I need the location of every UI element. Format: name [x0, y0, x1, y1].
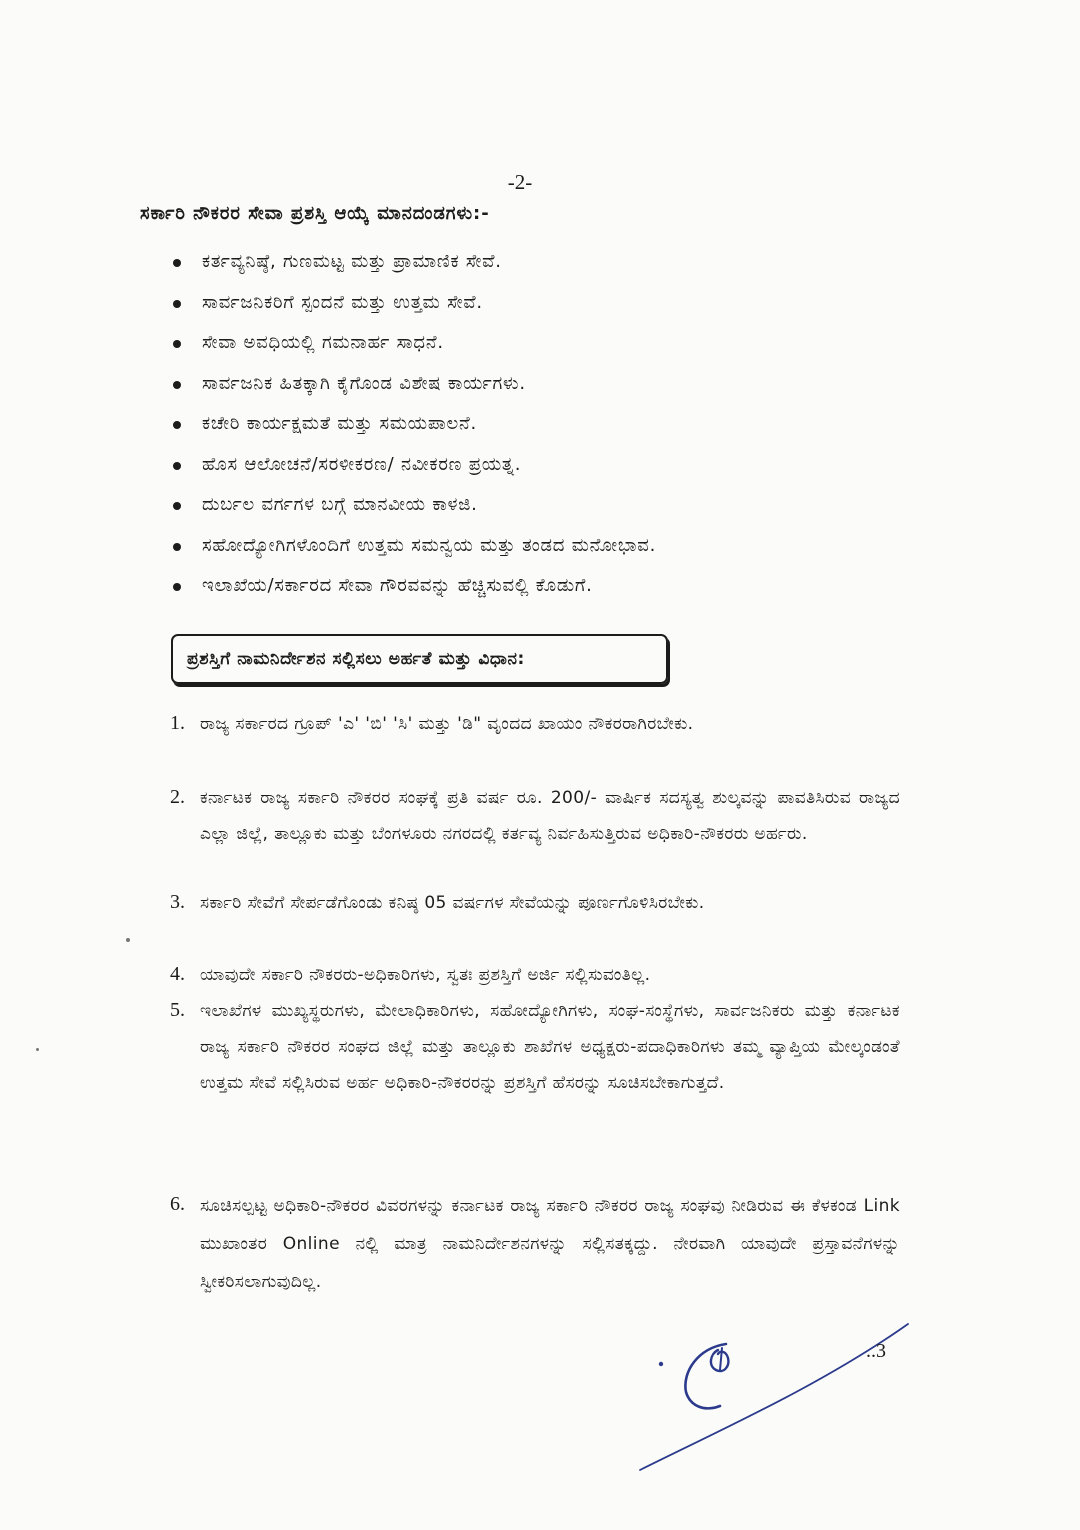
rule-text: ರಾಜ್ಯ ಸರ್ಕಾರದ ಗ್ರೂಪ್ 'ಎ' 'ಬಿ' 'ಸಿ' ಮತ್ತು 'ಡಿ" ವೃಂದದ ಖಾಯಂ ನೌಕರರಾಗಿರಬೇಕು.: [200, 714, 694, 734]
rule-item-1: [170, 706, 900, 742]
criterion-text: ಸೇವಾ ಅವಧಿಯಲ್ಲಿ ಗಮನಾರ್ಹ ಸಾಧನೆ.: [202, 332, 444, 353]
rule-number: 4.: [170, 963, 185, 985]
eligibility-heading-text: ಪ್ರಶಸ್ತಿಗೆ ನಾಮನಿರ್ದೇಶನ ಸಲ್ಲಿಸಲು ಅರ್ಹತೆ ಮತ್ತು ವಿಧಾನ:: [187, 649, 525, 669]
list-item: [170, 289, 930, 330]
bullet-icon: [173, 300, 181, 308]
criteria-list: [170, 248, 930, 613]
criterion-text: ಸಾರ್ವಜನಿಕರಿಗೆ ಸ್ಪಂದನೆ ಮತ್ತು ಉತ್ತಮ ಸೇವೆ.: [202, 291, 483, 313]
criterion-text: ಕಚೇರಿ ಕಾರ್ಯಕ್ಷಮತೆ ಮತ್ತು ಸಮಯಪಾಲನೆ.: [202, 413, 478, 434]
rule-text: ಕರ್ನಾಟಕ ರಾಜ್ಯ ಸರ್ಕಾರಿ ನೌಕರರ ಸಂಘಕ್ಕೆ ಪ್ರತಿ ವರ್ಷ ರೂ. 200/- ವಾರ್ಷಿಕ ಸದಸ್ಯತ್ವ ಶುಲ್ಕವನ್ನು ಪಾವತಿಸಿರುವ ರಾಜ್ಯದ ಎಲ್ಲಾ ಜಿಲ್ಲೆ, ತಾಲ್ಲೂಕು ಮತ್ತು ಬೆಂಗಳೂರು ನಗರದಲ್ಲಿ ಕರ್ತವ್ಯ ನಿರ್ವಹಿಸುತ್ತಿರುವ ಅಧಿಕಾರಿ-ನೌಕರರು ಅರ್ಹರು.: [200, 788, 900, 844]
bullet-icon: [173, 259, 181, 267]
bullet-icon: [173, 421, 181, 429]
list-item: [170, 329, 930, 370]
list-item: [170, 532, 930, 573]
section-title: ಸರ್ಕಾರಿ ನೌಕರರ ಸೇವಾ ಪ್ರಶಸ್ತಿ ಆಯ್ಕೆ ಮಾನದಂಡಗಳು:-: [140, 203, 490, 224]
rule-number: 2.: [170, 786, 185, 808]
rule-text: ಯಾವುದೇ ಸರ್ಕಾರಿ ನೌಕರರು-ಅಧಿಕಾರಿಗಳು, ಸ್ವತಃ ಪ್ರಶಸ್ತಿಗೆ ಅರ್ಜಿ ಸಲ್ಲಿಸುವಂತಿಲ್ಲ.: [200, 965, 651, 985]
rule-item-6: [170, 1187, 900, 1301]
bullet-icon: [173, 583, 181, 591]
list-item: [170, 451, 930, 492]
criterion-text: ದುರ್ಬಲ ವರ್ಗಗಳ ಬಗ್ಗೆ ಮಾನವೀಯ ಕಾಳಜಿ.: [202, 494, 478, 515]
criterion-text: ಸಹೋದ್ಯೋಗಿಗಳೊಂದಿಗೆ ಉತ್ತಮ ಸಮನ್ವಯ ಮತ್ತು ತಂಡದ ಮನೋಭಾವ.: [202, 534, 657, 556]
list-item: [170, 370, 930, 411]
rule-number: 6.: [170, 1193, 185, 1215]
eligibility-heading: [171, 634, 668, 684]
bullet-icon: [173, 462, 181, 470]
page-number: -2-: [507, 170, 533, 194]
criterion-text: ಇಲಾಖೆಯ/ಸರ್ಕಾರದ ಸೇವಾ ಗೌರವವನ್ನು ಹೆಚ್ಚಿಸುವಲ್ಲಿ ಕೊಡುಗೆ.: [202, 575, 593, 596]
next-page-reference: ..3: [866, 1340, 886, 1362]
bullet-icon: [173, 502, 181, 510]
criterion-text: ಸಾರ್ವಜನಿಕ ಹಿತಕ್ಕಾಗಿ ಕೈಗೊಂಡ ವಿಶೇಷ ಕಾರ್ಯಗಳು.: [202, 372, 526, 394]
rule-number: 1.: [170, 712, 185, 734]
list-item: [170, 410, 930, 451]
scan-speck: [36, 1048, 39, 1051]
rule-number: 3.: [170, 891, 185, 913]
criterion-text: ಹೊಸ ಆಲೋಚನೆ/ಸರಳೀಕರಣ/ ನವೀಕರಣ ಪ್ರಯತ್ನ.: [202, 453, 522, 475]
scan-speck: [126, 938, 130, 942]
rule-text: ಇಲಾಖೆಗಳ ಮುಖ್ಯಸ್ಥರುಗಳು, ಮೇಲಾಧಿಕಾರಿಗಳು, ಸಹೋದ್ಯೋಗಿಗಳು, ಸಂಘ-ಸಂಸ್ಥೆಗಳು, ಸಾರ್ವಜನಿಕರು ಮತ್ತು ಕರ್ನಾಟಕ ರಾಜ್ಯ ಸರ್ಕಾರಿ ನೌಕರರ ಸಂಘದ ಜಿಲ್ಲೆ ಮತ್ತು ತಾಲ್ಲೂಕು ಶಾಖೆಗಳ ಅಧ್ಯಕ್ಷರು-ಪದಾಧಿಕಾರಿಗಳು ತಮ್ಮ ವ್ಯಾಪ್ತಿಯ ಮೇಲ್ಕಂಡಂತೆ ಉತ್ತಮ ಸೇವೆ ಸಲ್ಲಿಸಿರುವ ಅರ್ಹ ಅಧಿಕಾರಿ-ನೌಕರರನ್ನು ಪ್ರಶಸ್ತಿಗೆ ಹೆಸರನ್ನು ಸೂಚಿಸಬೇಕಾಗುತ್ತದೆ.: [200, 1001, 900, 1093]
list-item: [170, 491, 930, 532]
bullet-icon: [173, 340, 181, 348]
bullet-icon: [173, 543, 181, 551]
list-item: [170, 248, 930, 289]
rule-text: ಸೂಚಿಸಲ್ಪಟ್ಟ ಅಧಿಕಾರಿ-ನೌಕರರ ವಿವರಗಳನ್ನು ಕರ್ನಾಟಕ ರಾಜ್ಯ ಸರ್ಕಾರಿ ನೌಕರರ ರಾಜ್ಯ ಸಂಘವು ನೀಡಿರುವ ಈ ಕೆಳಕಂಡ Link ಮುಖಾಂತರ Online ನಲ್ಲಿ ಮಾತ್ರ ನಾಮನಿರ್ದೇಶನಗಳನ್ನು ಸಲ್ಲಿಸತಕ್ಕದ್ದು. ನೇರವಾಗಿ ಯಾವುದೇ ಪ್ರಸ್ತಾವನೆಗಳನ್ನು ಸ್ವೀಕರಿಸಲಾಗುವುದಿಲ್ಲ.: [200, 1196, 900, 1292]
bullet-icon: [173, 381, 181, 389]
criterion-text: ಕರ್ತವ್ಯನಿಷ್ಠೆ, ಗುಣಮಟ್ಟ ಮತ್ತು ಪ್ರಾಮಾಣಿಕ ಸೇವೆ.: [202, 251, 502, 272]
rule-text: ಸರ್ಕಾರಿ ಸೇವೆಗೆ ಸೇರ್ಪಡೆಗೊಂಡು ಕನಿಷ್ಠ 05 ವರ್ಷಗಳ ಸೇವೆಯನ್ನು ಪೂರ್ಣಗೊಳಿಸಿರಬೇಕು.: [200, 893, 705, 913]
rule-number: 5.: [170, 999, 185, 1021]
rule-item-5: [170, 993, 900, 1101]
list-item: [170, 572, 930, 613]
rule-item-4: [170, 957, 900, 993]
rule-item-2: [170, 780, 900, 852]
rule-item-3: [170, 885, 900, 921]
